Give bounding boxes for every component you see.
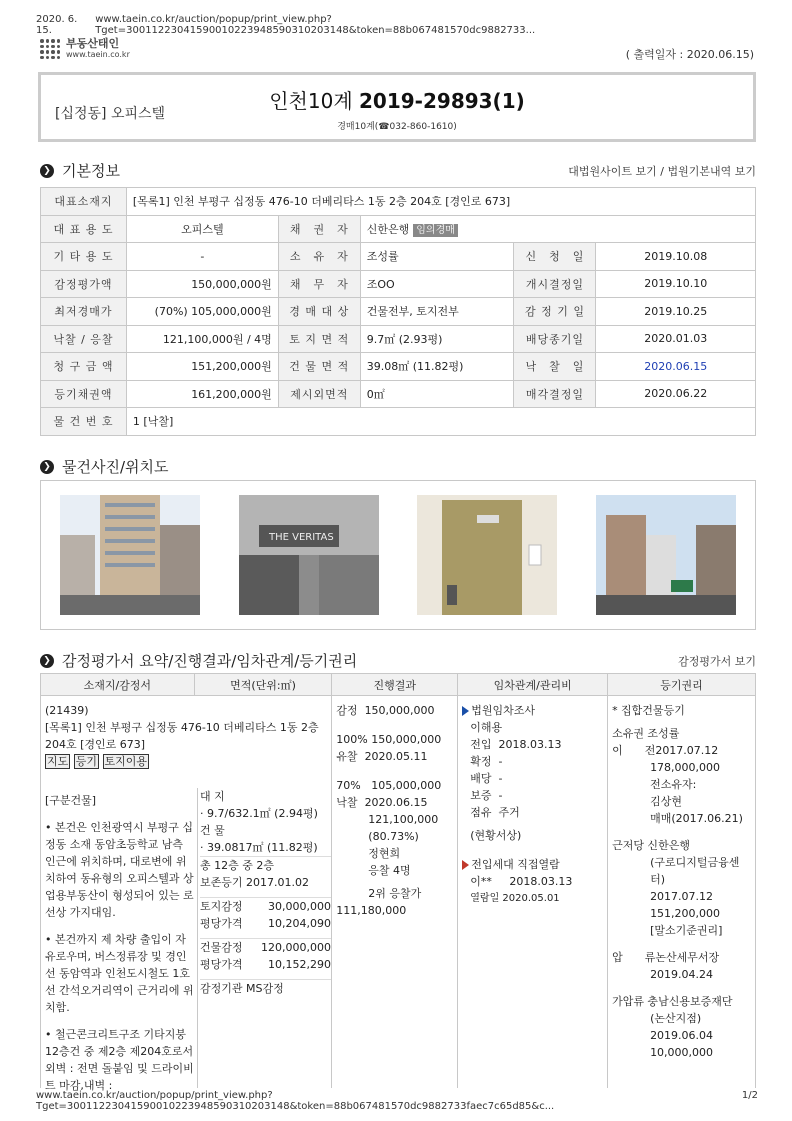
owner-value: 조성률: [360, 243, 514, 271]
cell-label: 소 유 자: [278, 243, 360, 271]
location-area-cell: [41, 696, 332, 1092]
resident-view-title: 전입세대 직접열람: [462, 856, 603, 873]
cell-label: 감 정 기 일: [514, 298, 596, 326]
summary-header: [40, 650, 756, 671]
cell-label: 대 표 용 도: [41, 215, 127, 243]
claim-value: 151,200,000원: [126, 353, 278, 381]
land-use-button[interactable]: 토지이용: [104, 755, 148, 768]
registered-claim-value: 161,200,000원: [126, 380, 278, 408]
progress-row: 100% 150,000,000: [336, 733, 442, 746]
excluded-area-value: 0㎡: [360, 380, 514, 408]
appraisal-note-3: • 철근콘크리트구조 기타지붕 12층건 중 제2층 제204호로서외벽 : 전면 돌붙임 및 드라이비트 마감,내벽 :: [45, 1028, 194, 1092]
court-tenancy-title: 법원임차조사: [462, 702, 603, 719]
photo-building-exterior[interactable]: [60, 495, 200, 615]
bidder-count: 응찰 4명: [368, 864, 411, 877]
photo-street-view[interactable]: [596, 495, 736, 615]
sold-percent: (80.73%): [368, 830, 419, 843]
arrow-circle-icon: ❯: [40, 460, 54, 474]
land-area: · 9.7/632.1㎡ (2.94평): [200, 807, 318, 820]
case-number: 2019-29893(1): [359, 89, 525, 113]
cell-label: 기 타 용 도: [41, 243, 127, 271]
summary-table: [40, 673, 756, 1092]
rights-line: 김상현: [650, 795, 682, 808]
cell-label: 제시외면적: [278, 380, 360, 408]
progress-cell: [332, 696, 458, 1088]
resident-row: 이** 2018.03.13: [470, 875, 573, 888]
viewed-date: 열람일 2020.05.01: [470, 893, 560, 904]
progress-row: 70% 105,000,000: [336, 779, 442, 792]
zip-code: (21439): [45, 704, 89, 717]
arrow-circle-icon: ❯: [40, 164, 54, 178]
cell-label: 낙찰 / 응찰: [41, 325, 127, 353]
start-date-value: 2019.10.10: [596, 270, 756, 298]
auction-type-badge: 임의경매: [413, 224, 458, 237]
court-site-links[interactable]: 대법원사이트 보기 / 법원기본내역 보기: [568, 164, 756, 178]
footer-url: www.taein.co.kr/auction/popup/print_view.php?Tget=30011223041590010223948590310203148&token=88b067481570dc9882733faec7c65d85&c...: [36, 1090, 555, 1112]
use-value: 오피스텔: [126, 215, 278, 243]
valuation-row: 건물감정 120,000,000: [200, 938, 331, 956]
title-box: [38, 72, 756, 142]
rights-line: 근저당 신한은행: [612, 839, 690, 852]
triangle-icon: [462, 860, 469, 870]
triangle-icon: [462, 706, 469, 716]
rights-line: [말소기준권리]: [650, 924, 723, 937]
cell-label: 매각결정일: [514, 380, 596, 408]
rights-line: 10,000,000: [650, 1046, 714, 1059]
progress-row: 유찰 2020.05.11: [336, 750, 428, 763]
min-price-value: (70%) 105,000,000원: [126, 298, 278, 326]
tenancy-row: 전입 2018.03.13: [470, 738, 562, 751]
tenancy-cell: [458, 696, 608, 1088]
section-title: 감정평가서 요약/진행결과/임차관계/등기권리: [62, 652, 358, 670]
preservation-registry: 보존등기 2017.01.02: [200, 876, 309, 889]
rights-line: 이 전2017.07.12: [612, 744, 719, 757]
cell-label: 청 구 금 액: [41, 353, 127, 381]
rights-line: 터): [650, 873, 665, 886]
target-value: 건물전부, 토지전부: [360, 298, 514, 326]
cell-label: 채 권 자: [278, 215, 360, 243]
rights-line: 소유권 조성률: [612, 727, 680, 740]
cell-label: 최저경매가: [41, 298, 127, 326]
rights-line: 151,200,000: [650, 907, 721, 920]
bid-date-value: 2020.06.15: [596, 353, 756, 381]
sold-amount: 121,100,000: [368, 813, 439, 826]
creditor-cell: [360, 215, 755, 243]
rights-line: 전소유자:: [650, 778, 697, 791]
progress-row: 감정 150,000,000: [336, 704, 435, 717]
cell-label: 경 매 대 상: [278, 298, 360, 326]
print-date-header: 2020. 6. 15.: [36, 14, 78, 36]
tenancy-status: (현황서상): [470, 829, 522, 842]
column-header: 임차관계/관리비: [458, 674, 608, 696]
cell-label: 낙 찰 일: [514, 353, 596, 381]
rights-line: 2017.07.12: [650, 890, 714, 903]
photos-header: [40, 456, 169, 477]
apply-date-value: 2019.10.08: [596, 243, 756, 271]
appraisal-value: 150,000,000원: [126, 270, 278, 298]
sold-value: 121,100,000원 / 4명: [126, 325, 278, 353]
second-bid-amount: 111,180,000: [336, 904, 407, 917]
appraisal-agency: 감정기관 MS감정: [200, 979, 331, 997]
rights-line: 압 류논산세무서장: [612, 951, 720, 964]
floor-info: 총 12층 중 2층: [200, 856, 331, 874]
rights-cell: [608, 696, 756, 1088]
cell-label: 감정평가액: [41, 270, 127, 298]
creditor-value: 신한은행: [366, 222, 410, 236]
cell-label: 등기채권액: [41, 380, 127, 408]
appraisal-report-link[interactable]: 감정평가서 보기: [678, 654, 756, 668]
item-number-value: 1 [낙찰]: [126, 408, 755, 436]
logo-icon: [40, 39, 60, 59]
debtor-value: 조OO: [360, 270, 514, 298]
property-address: [목록1] 인천 부평구 십정동 476-10 더베리타스 1동 2층 204호 [경인로 673]: [45, 721, 319, 751]
photo-building-entrance[interactable]: [239, 495, 379, 615]
property-category: [십정동] 오피스텔: [55, 106, 166, 122]
appraisal-note-1: • 본건은 인천광역시 부평구 십정동 소재 동암초등학교 남측 인근에 위치하며, 대로변에 위치하여 동유형의 오피스텔과 상업용부동산이 형성되어 있는 로선상 가지대임.: [45, 821, 194, 919]
page-number: 1/2: [741, 1090, 758, 1101]
tenancy-row: 확정 -: [470, 755, 503, 768]
address-value: [목록1] 인천 부평구 십정동 476-10 더베리타스 1동 2층 204호 [경인로 673]: [126, 188, 755, 216]
rights-line: 178,000,000: [650, 761, 721, 774]
progress-row: 낙찰 2020.06.15: [336, 796, 428, 809]
section-title: 물건사진/위치도: [62, 458, 169, 476]
cell-label: 물 건 번 호: [41, 408, 127, 436]
photo-unit-door[interactable]: [417, 495, 557, 615]
cell-label: 채 무 자: [278, 270, 360, 298]
cell-label: 토 지 면 적: [278, 325, 360, 353]
appraisal-note-2: • 본건까지 제 차량 출입이 자유로우며, 버스정류장 및 경인선 동암역과 인천도시철도 1호선 간석오거리역이 근거리에 위치함.: [45, 933, 194, 1014]
cell-label: 개시결정일: [514, 270, 596, 298]
rights-line: (구로디지털금융센: [650, 856, 740, 869]
rights-line: 매매(2017.06.21): [650, 812, 743, 825]
basic-info-table: [40, 187, 756, 436]
dividend-date-value: 2020.01.03: [596, 325, 756, 353]
valuation-row: 토지감정 30,000,000: [200, 897, 331, 915]
print-footer: [36, 1090, 758, 1112]
svg-text:THE VERITAS: THE VERITAS: [268, 532, 334, 543]
valuation-row: 평당가격 10,152,290: [200, 958, 331, 971]
browser-header: [36, 14, 758, 36]
tenancy-row: 점유 주거: [470, 806, 520, 819]
column-header: 소재지/감정서: [41, 674, 195, 696]
column-header: 진행결과: [332, 674, 458, 696]
other-use-value: -: [126, 243, 278, 271]
cell-label: 대표소재지: [41, 188, 127, 216]
cell-label: 건 물 면 적: [278, 353, 360, 381]
print-date: ( 출력일자 : 2020.06.15): [625, 48, 754, 61]
photo-strip: [40, 480, 756, 630]
building-heading: 건 물: [200, 824, 225, 837]
rights-line: 2019.06.04: [650, 1029, 714, 1042]
rights-line: 가압류 충남신용보증재단: [612, 995, 733, 1008]
cell-label: 배당종기일: [514, 325, 596, 353]
registry-button[interactable]: 등기: [75, 755, 98, 768]
basic-info-header: [40, 160, 756, 181]
column-header: 등기권리: [608, 674, 756, 696]
logo-name: 부동산태인: [66, 37, 120, 50]
logo-url: www.taein.co.kr: [66, 50, 130, 59]
rights-line: 2019.04.24: [650, 968, 714, 981]
land-area-value: 9.7㎡ (2.93평): [360, 325, 514, 353]
valuation-row: 평당가격 10,204,090: [200, 917, 331, 930]
tenant-name: 이해용: [470, 721, 503, 734]
rights-title: * 집합건물등기: [612, 704, 685, 717]
arrow-circle-icon: ❯: [40, 654, 54, 668]
page-url-header: www.taein.co.kr/auction/popup/print_view.php?Tget=30011223041590010223948590310203148&token=88b067481570dc9882733...: [95, 14, 536, 36]
section-title: 기본정보: [62, 162, 120, 180]
case-title: [41, 85, 753, 114]
building-area: · 39.0817㎡ (11.82평): [200, 841, 318, 854]
appraisal-date-value: 2019.10.25: [596, 298, 756, 326]
court-dept: 경매10계(☎032-860-1610): [337, 122, 457, 132]
winning-bidder: 정현희: [368, 847, 401, 860]
second-bid-label: 2위 응찰가: [368, 887, 422, 900]
tenancy-row: 배당 -: [470, 772, 503, 785]
cell-label: 신 청 일: [514, 243, 596, 271]
logo[interactable]: [40, 38, 130, 60]
building-type: [구분건물]: [45, 794, 97, 807]
court-name: 인천10계: [269, 89, 353, 113]
building-area-value: 39.08㎡ (11.82평): [360, 353, 514, 381]
column-header: 면적(단위:㎡): [194, 674, 332, 696]
map-button[interactable]: 지도: [47, 755, 69, 768]
land-heading: 대 지: [200, 790, 225, 803]
tenancy-row: 보증 -: [470, 789, 503, 802]
rights-line: (논산지점): [650, 1012, 702, 1025]
sale-decision-value: 2020.06.22: [596, 380, 756, 408]
